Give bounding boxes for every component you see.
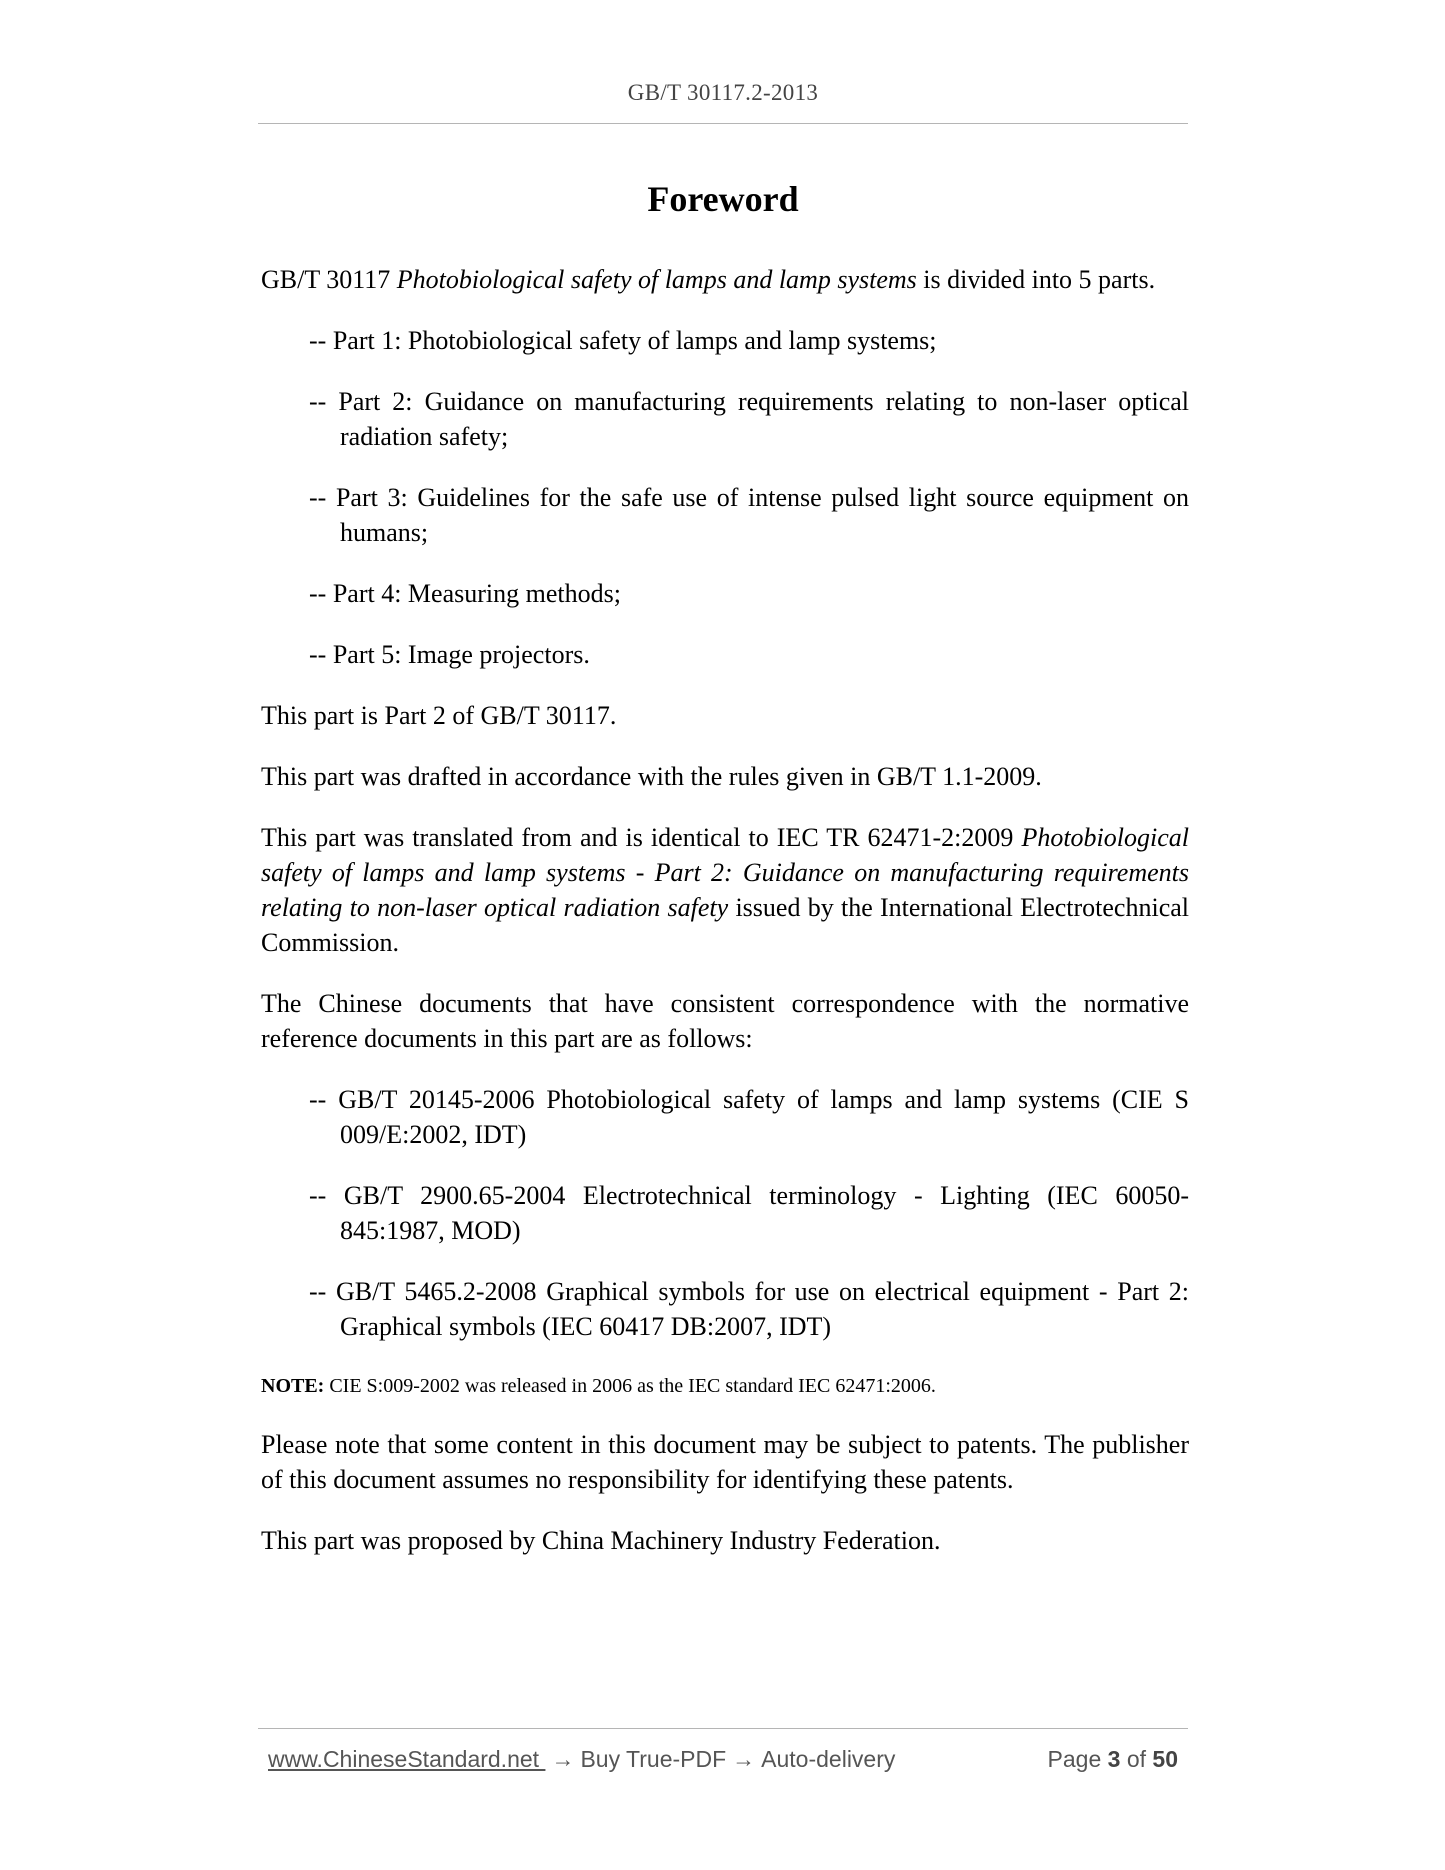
part-list-item: -- Part 3: Guidelines for the safe use of intense pulsed light source equipment on humans; [309, 483, 1189, 547]
page-title: Foreword [647, 179, 799, 219]
drafting-rules-paragraph: This part was drafted in accordance with the rules given in GB/T 1.1-2009. [261, 762, 1042, 791]
part-list-item: -- Part 2: Guidance on manufacturing requirements relating to non-laser optical radiation safety; [309, 387, 1189, 451]
page-number: Page 3 of 50 [1047, 1746, 1178, 1772]
arrow-right-icon: → [551, 1746, 575, 1772]
reference-list-item: -- GB/T 5465.2-2008 Graphical symbols for use on electrical equipment - Part 2: Graphical symbols (IEC 60417 DB:2007, IDT) [309, 1277, 1189, 1341]
website-link[interactable]: www.ChineseStandard.net [268, 1746, 546, 1772]
translation-paragraph: This part was translated from and is identical to IEC TR 62471-2:2009 Photobiological safety of lamps and lamp systems - Part 2: Guidance on manufacturing requirements relating to non-laser optical radiation safety issued by the International Electrotechnical Commission. [261, 823, 1189, 957]
reference-list-item: -- GB/T 20145-2006 Photobiological safety of lamps and lamp systems (CIE S 009/E:2002, IDT) [309, 1085, 1189, 1149]
part-list-item: -- Part 1: Photobiological safety of lamps and lamp systems; [309, 326, 937, 355]
part-identity-paragraph: This part is Part 2 of GB/T 30117. [261, 701, 617, 730]
reference-list-item: -- GB/T 2900.65-2004 Electrotechnical terminology - Lighting (IEC 60050-845:1987, MOD) [309, 1181, 1189, 1245]
footer-links [268, 1746, 895, 1773]
buy-true-pdf-link[interactable]: Buy True-PDF [580, 1746, 727, 1772]
current-page: 3 [1107, 1746, 1121, 1772]
footer-divider [258, 1728, 1188, 1729]
page-footer [268, 1746, 1178, 1782]
part-list-item: -- Part 5: Image projectors. [309, 640, 590, 669]
correspondence-paragraph: The Chinese documents that have consistent correspondence with the normative reference documents in this part are as follows: [261, 989, 1189, 1053]
header-divider [258, 123, 1188, 124]
foreword-body [261, 262, 1189, 1584]
proposed-paragraph: This part was proposed by China Machinery Industry Federation. [261, 1526, 941, 1555]
intro-paragraph: GB/T 30117 Photobiological safety of lamps and lamp systems is divided into 5 parts. [261, 265, 1156, 294]
auto-delivery-text: Auto-delivery [761, 1746, 896, 1772]
intro-italic-title: Photobiological safety of lamps and lamp systems [396, 265, 917, 294]
part-list-item: -- Part 4: Measuring methods; [309, 579, 621, 608]
note-paragraph: NOTE: CIE S:009-2002 was released in 2006 as the IEC standard IEC 62471:2006. [261, 1375, 936, 1397]
patents-paragraph: Please note that some content in this document may be subject to patents. The publisher of this document assumes no responsibility for identifying these patents. [261, 1430, 1189, 1494]
note-label: NOTE: [261, 1375, 325, 1397]
translation-italic-title: Photobiological safety of lamps and lamp systems - Part 2: Guidance on manufacturing requirements relating to non-laser optical radiation safety [261, 823, 1189, 922]
arrow-right-icon: → [732, 1746, 756, 1772]
total-pages: 50 [1152, 1746, 1178, 1772]
running-header: GB/T 30117.2-2013 [627, 80, 819, 105]
